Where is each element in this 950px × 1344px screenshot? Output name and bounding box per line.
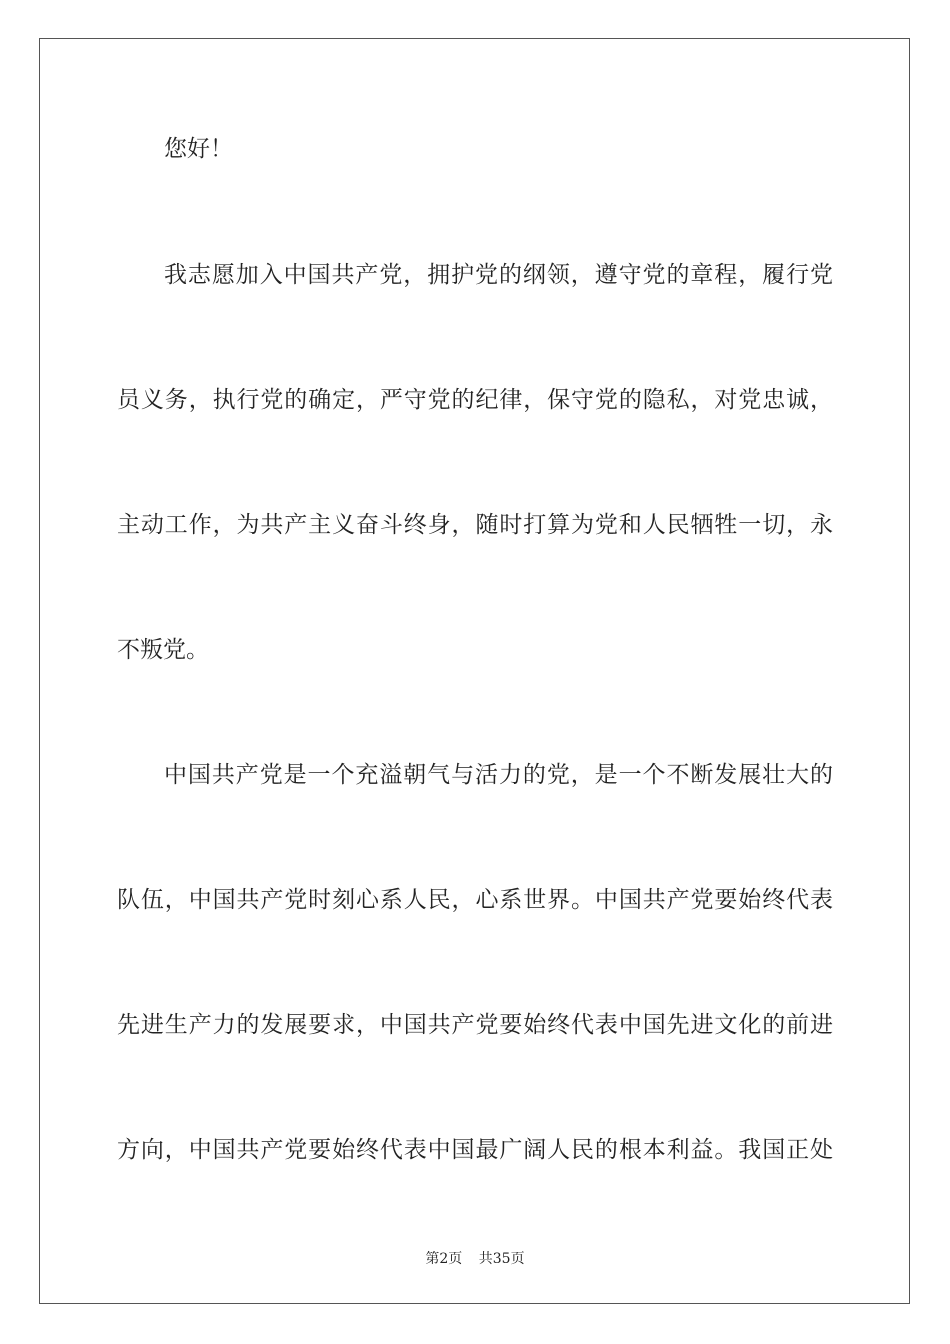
page-border — [39, 38, 910, 1304]
paragraph-1-line-2: 员义务，执行党的确定，严守党的纪律，保守党的隐私，对党忠诚， — [117, 387, 833, 413]
paragraph-2-line-1: 中国共产党是一个充溢朝气与活力的党，是一个不断发展壮大的 — [164, 762, 833, 788]
greeting: 您好！ — [164, 136, 233, 162]
paragraph-1-line-4: 不叛党。 — [117, 637, 209, 663]
page-number: 第2页 — [425, 1251, 463, 1267]
page-total: 共35页 — [478, 1251, 525, 1267]
page-footer — [0, 1248, 950, 1268]
paragraph-2-line-4: 方向，中国共产党要始终代表中国最广阔人民的根本利益。我国正处 — [117, 1137, 833, 1163]
paragraph-1-line-3: 主动工作，为共产主义奋斗终身，随时打算为党和人民牺牲一切，永 — [117, 512, 833, 538]
paragraph-2-line-3: 先进生产力的发展要求，中国共产党要始终代表中国先进文化的前进 — [117, 1012, 833, 1038]
paragraph-2-line-2: 队伍，中国共产党时刻心系人民，心系世界。中国共产党要始终代表 — [117, 887, 833, 913]
paragraph-1-line-1: 我志愿加入中国共产党，拥护党的纲领，遵守党的章程，履行党 — [164, 262, 833, 288]
